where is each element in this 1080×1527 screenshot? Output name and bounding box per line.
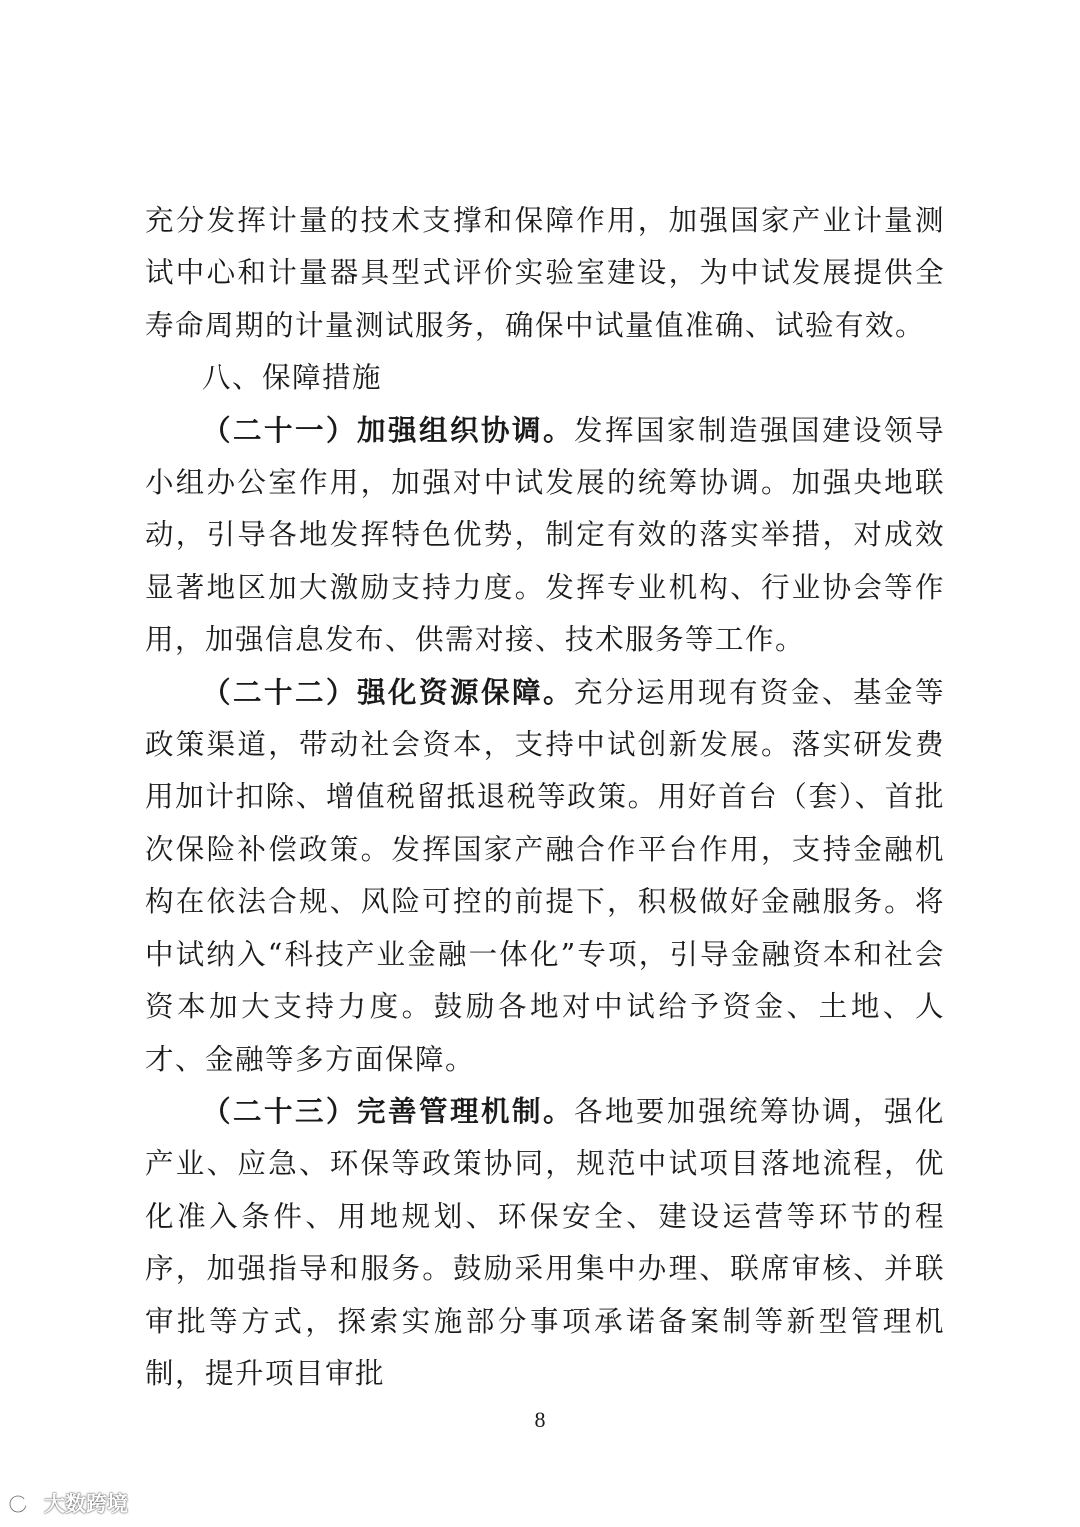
document-body xyxy=(145,195,945,1400)
paragraph-continuation: 充分发挥计量的技术支撑和保障作用，加强国家产业计量测试中心和计量器具型式评价实验室建设，为中试发展提供全寿命周期的计量测试服务，确保中试量值准确、试验有效。 xyxy=(145,204,945,342)
item-text: 充分运用现有资金、基金等政策渠道，带动社会资本，支持中试创新发展。落实研发费用加计扣除、增值税留抵退税等政策。用好首台（套）、首批次保险补偿政策。发挥国家产融合作平台作用，支持金融机构在依法合规、风险可控的前提下，积极做好金融服务。将中试纳入“科技产业金融一体化”专项，引导金融资本和社会资本加大支持力度。鼓励各地对中试给予资金、土地、人才、金融等多方面保障。 xyxy=(145,675,945,1076)
item-title: （二十三）完善管理机制。 xyxy=(202,1094,574,1128)
item-title: （二十一）加强组织协调。 xyxy=(202,413,574,447)
section-heading: 八、保障措施 xyxy=(202,361,383,395)
page-number: 8 xyxy=(534,1407,546,1432)
brand-logo-icon xyxy=(8,1490,42,1516)
paragraph-item-21 xyxy=(145,405,945,667)
watermark-text: 大数跨境 xyxy=(44,1492,128,1516)
watermark xyxy=(8,1488,128,1518)
paragraph-item-22 xyxy=(145,667,945,1086)
item-text: 发挥国家制造强国建设领导小组办公室作用，加强对中试发展的统筹协调。加强央地联动，引导各地发挥特色优势，制定有效的落实举措，对成效显著地区加大激励支持力度。发挥专业机构、行业协会等作用，加强信息发布、供需对接、技术服务等工作。 xyxy=(145,413,945,657)
item-text: 各地要加强统筹协调，强化产业、应急、环保等政策协同，规范中试项目落地流程，优化准入条件、用地规划、环保安全、建设运营等环节的程序，加强指导和服务。鼓励采用集中办理、联席审核、并联审批等方式，探索实施部分事项承诺备案制等新型管理机制，提升项目审批 xyxy=(145,1094,945,1390)
paragraph-item-23 xyxy=(145,1086,945,1400)
item-title: （二十二）强化资源保障。 xyxy=(202,675,574,709)
